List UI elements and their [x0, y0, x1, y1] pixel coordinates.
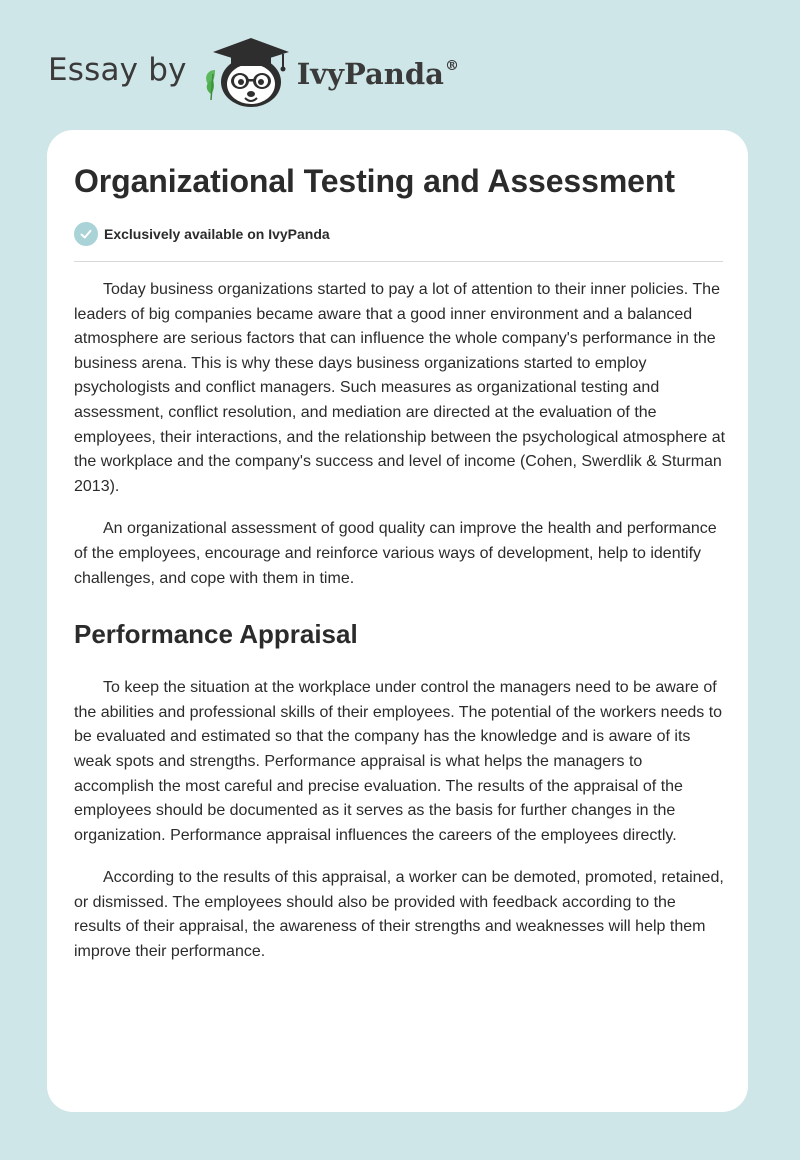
section-heading: Performance Appraisal: [74, 619, 358, 650]
paragraph: An organizational assessment of good quality can improve the health and performance of the employees, encourage and reinforce various ways of development, help to identify challenges, and cope with them in time.: [74, 520, 717, 587]
essay-by-label: Essay by: [48, 52, 187, 88]
article-body: [74, 278, 726, 983]
panda-graduate-logo-icon[interactable]: [201, 34, 293, 110]
exclusive-badge-text: Exclusively available on IvyPanda: [104, 226, 330, 242]
check-circle-icon: [74, 222, 98, 246]
paragraph: To keep the situation at the workplace under control the managers need to be aware of the abilities and professional skills of their employees. The potential of the workers needs to be evaluated and estimated so that the company has the knowledge and is aware of its weak spots and strengths. Performance appraisal is what helps the managers to accomplish the most careful and precise evaluation. The results of the appraisal of the employees should be documented as it serves as the basis for further changes in the organization. Performance appraisal influences the careers of the employees directly.: [74, 679, 723, 844]
title-divider: [74, 261, 723, 262]
page-title: Organizational Testing and Assessment: [74, 163, 675, 199]
paragraph: According to the results of this appraisal, a worker can be demoted, promoted, retained, or dismissed. The employees should also be provided with feedback according to the results of their appraisal, the awareness of their strengths and weaknesses will help them improve their performance.: [74, 869, 724, 961]
paragraph: Today business organizations started to pay a lot of attention to their inner policies. The leaders of big companies became aware that a good inner environment and a balanced atmosphere are serious factors that can influence the whole company's performance in the business arena. This is why these days business organizations started to employ psychologists and conflict managers. Such measures as organizational testing and assessment, conflict resolution, and mediation are directed at the evaluation of the employees, their interactions, and the relationship between the psychological atmosphere at the workplace and the company's success and level of income (Cohen, Swerdlik & Sturman 2013).: [74, 281, 726, 495]
site-header: [48, 34, 459, 110]
article-card: [47, 130, 748, 1112]
registered-mark: ®: [444, 58, 459, 74]
brand-name[interactable]: [297, 57, 459, 91]
brand-text: IvyPanda: [296, 57, 444, 91]
exclusive-badge: [74, 222, 330, 246]
